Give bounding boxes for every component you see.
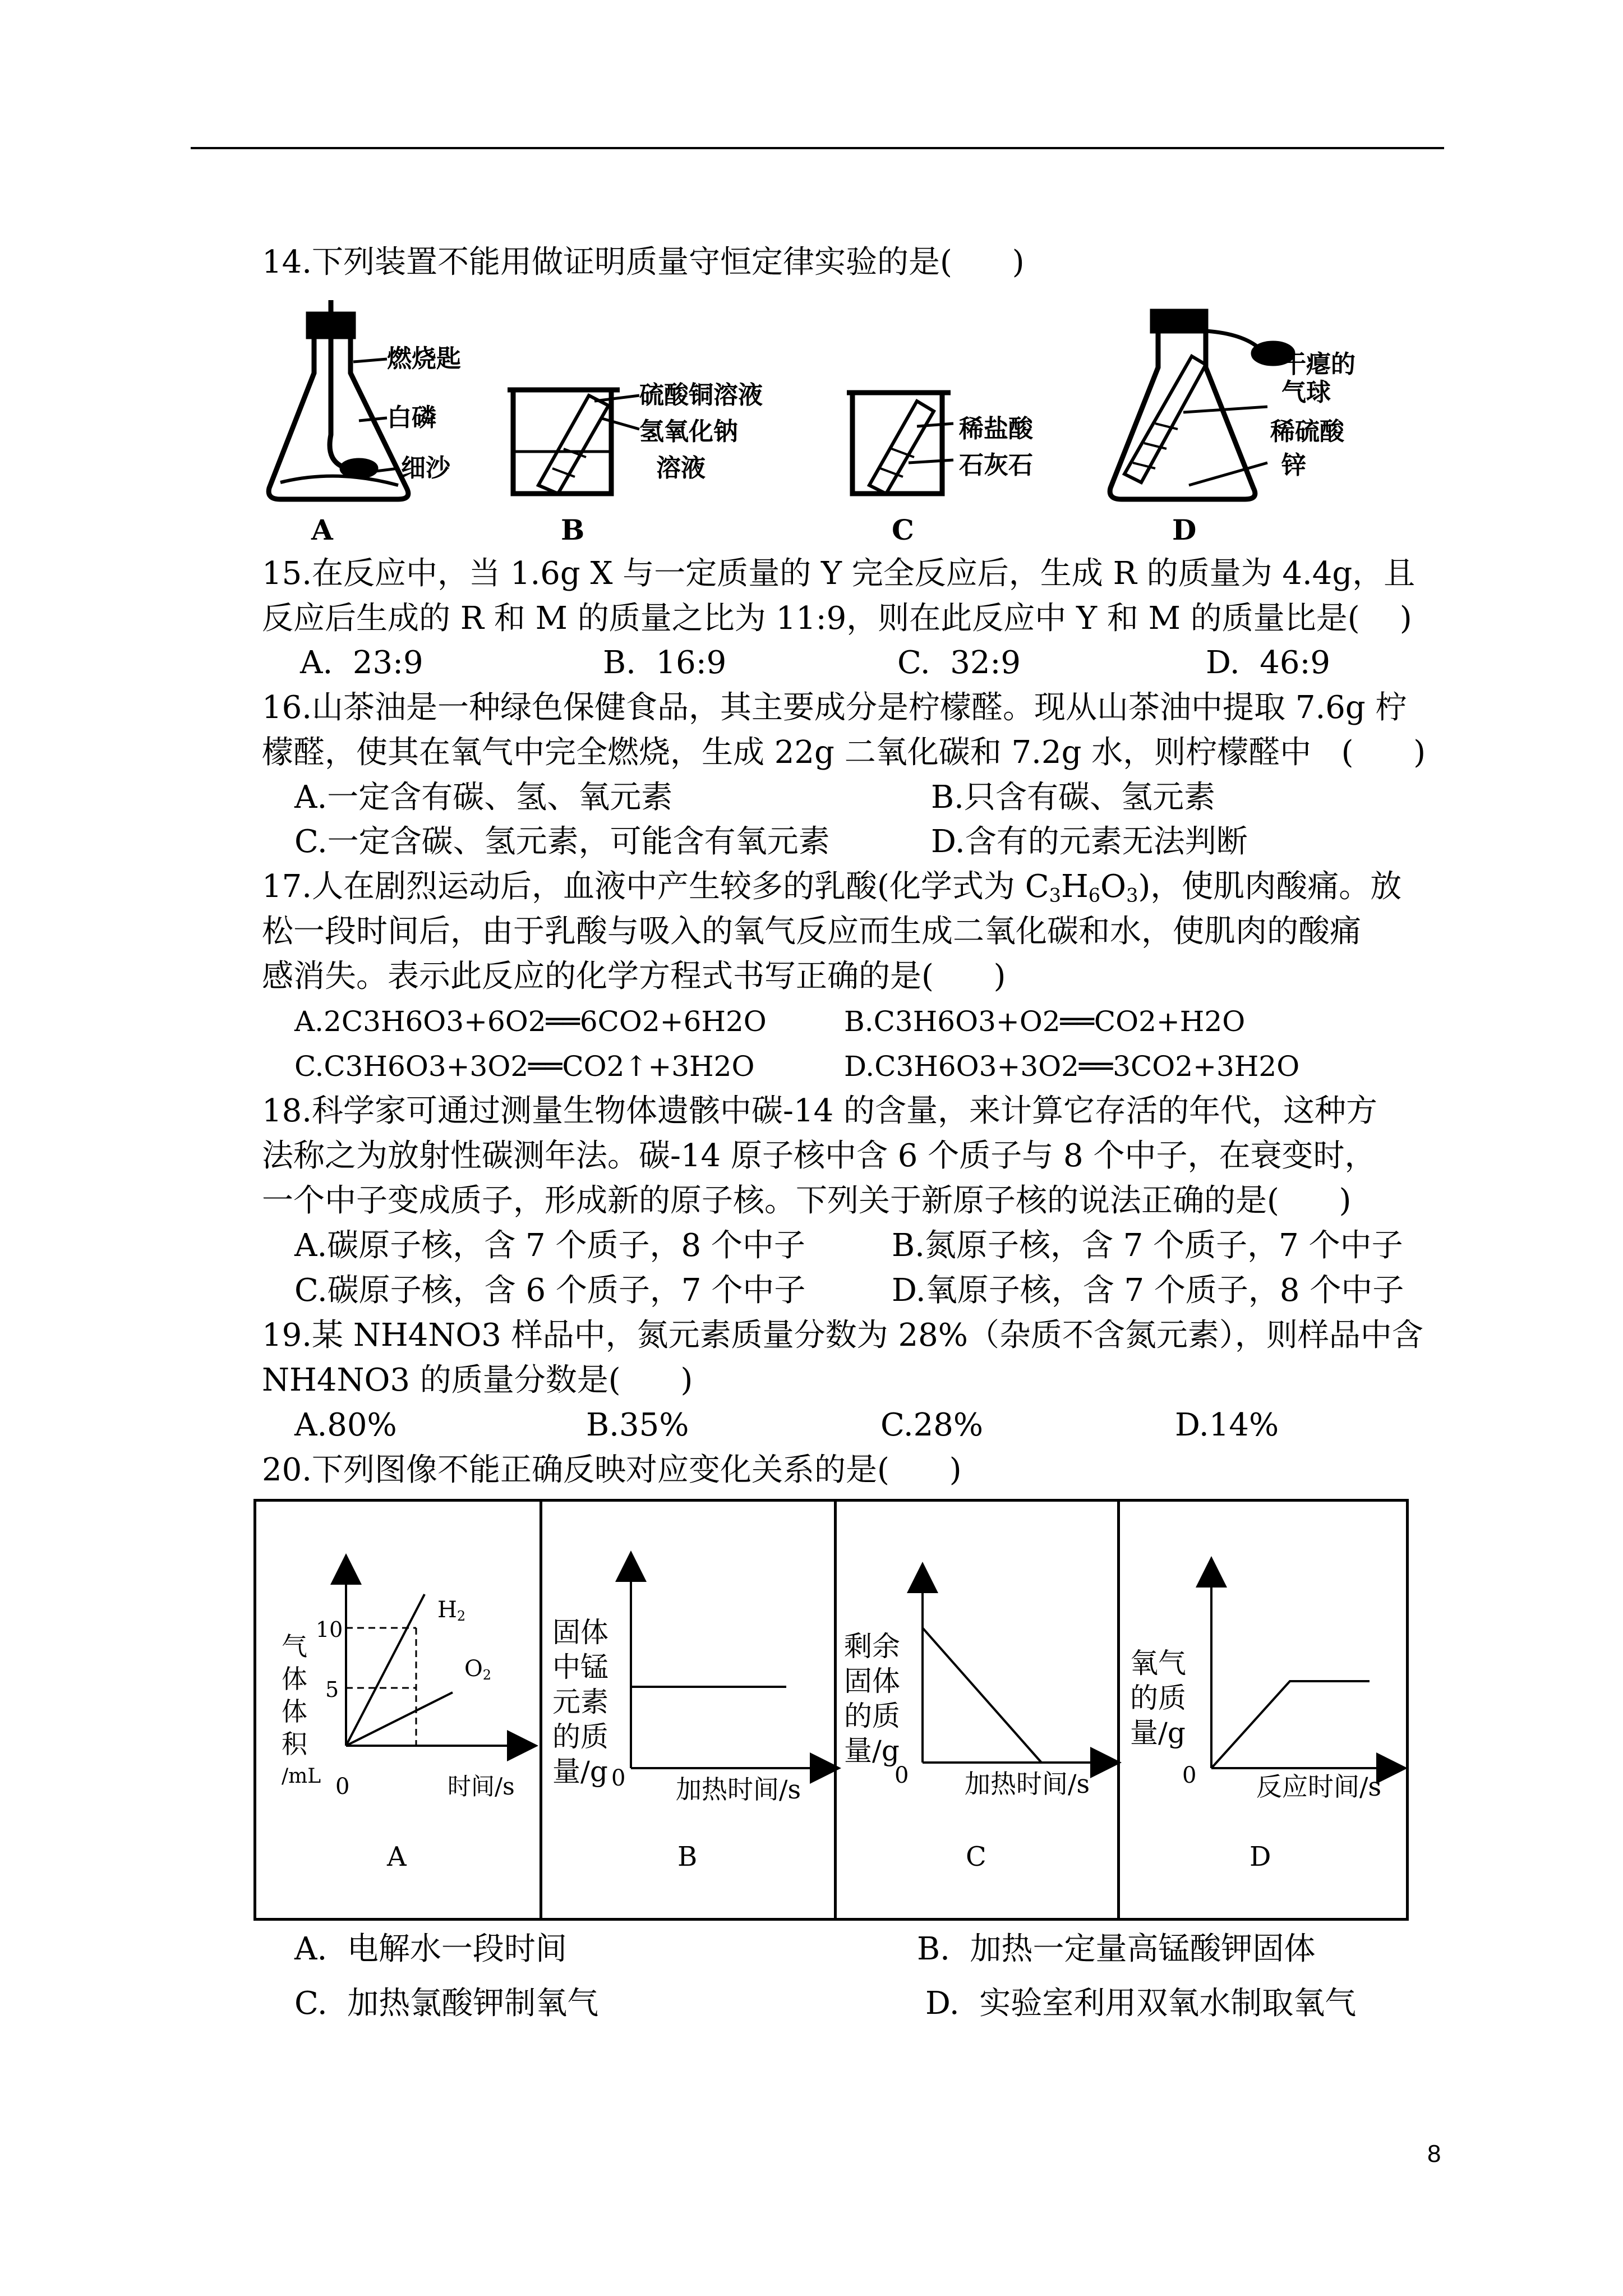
q19-option-d: D.14% (1175, 1407, 1279, 1443)
graph-d-ylabel: 氧气 的质 量/g (1130, 1647, 1186, 1749)
graph-c-xlabel: 加热时间/s (965, 1769, 1090, 1799)
q19-option-a: A.80% (294, 1407, 397, 1443)
q14-d-label-4: 锌 (1281, 451, 1306, 480)
graph-a-o2-line (346, 1692, 453, 1746)
graph-b-caption: B (677, 1841, 698, 1872)
q19-option-b: B.35% (586, 1407, 689, 1443)
q14-b-label-2: 氢氧化钠 (639, 417, 738, 446)
q20-graphs (253, 1499, 1409, 1921)
q15-option-d: D. 46:9 (1206, 645, 1331, 681)
q14-b-caption: B (561, 513, 585, 546)
q18-line2: 法称之为放射性碳测年法。碳-14 原子核中含 6 个质子与 8 个中子，在衰变时， (262, 1138, 1376, 1174)
graph-b-xlabel: 加热时间/s (676, 1774, 801, 1805)
graph-c-origin: 0 (895, 1763, 909, 1788)
graph-a-origin: 0 (335, 1774, 350, 1800)
q17-line3: 感消失。表示此反应的化学方程式书写正确的是( ) (262, 958, 1006, 995)
q18-line1: 18.科学家可通过测量生物体遗骸中碳-14 的含量，来计算它存活的年代，这种方 (262, 1093, 1378, 1129)
q16-line1: 16.山茶油是一种绿色保健食品，其主要成分是柠檬醛。现从山茶油中提取 7.6g 柠 (262, 689, 1407, 726)
q18-line3: 一个中子变成质子，形成新的原子核。下列关于新原子核的说法正确的是( ) (262, 1182, 1352, 1219)
graph-a-ylabel: 气 体 体 积 /mL (282, 1631, 321, 1788)
graph-a-xlabel: 时间/s (448, 1773, 515, 1800)
q20-option-c: C. 加热氯酸钾制氧气 (294, 1985, 599, 2022)
q14-b-label-1: 硫酸铜溶液 (639, 381, 763, 409)
q14-d-label-2: 气球 (1281, 378, 1331, 407)
graph-a-axes (346, 1569, 523, 1746)
q17-option-b: B.C3H6O3+O2══CO2+H2O (844, 1005, 1246, 1038)
graph-b-axes (631, 1566, 826, 1768)
q15-option-a: A. 23:9 (300, 645, 423, 681)
q18-option-b: B.氮原子核，含 7 个质子，7 个中子 (892, 1227, 1403, 1264)
page-number: 8 (1427, 2140, 1441, 2168)
apparatus-b (508, 390, 639, 494)
q17-line2: 松一段时间后，由于乳酸与吸入的氧气反应而生成二氧化碳和水，使肌肉的酸痛 (262, 913, 1361, 950)
graph-d-caption: D (1249, 1841, 1271, 1872)
graph-c-caption: C (966, 1841, 986, 1872)
q16-option-a: A.一定含有碳、氢、氧元素 (294, 779, 673, 816)
q15-line1: 15.在反应中，当 1.6g X 与一定质量的 Y 完全反应后，生成 R 的质量为 4.4g，且 (262, 555, 1415, 592)
q14-d-caption: D (1172, 513, 1197, 546)
q14-c-label-2: 石灰石 (959, 451, 1033, 480)
q14-a-label-spoon: 燃烧匙 (387, 344, 461, 373)
apparatus-d (1110, 311, 1293, 499)
graph-a-h2-line (346, 1594, 425, 1746)
q16-option-b: B.只含有碳、氢元素 (931, 779, 1215, 816)
q14-a-label-phosphorus: 白磷 (387, 403, 436, 432)
apparatus-a (269, 300, 408, 499)
graph-a-o2-label: $O_2$ (464, 1656, 492, 1683)
q16-line2: 檬醛，使其在氧气中完全燃烧，生成 22g 二氧化碳和 7.2g 水，则柠檬醛中 ( ) (262, 734, 1426, 771)
q14-c-label-1: 稀盐酸 (959, 415, 1033, 443)
graph-c-line (923, 1628, 1041, 1763)
q18-option-c: C.碳原子核，含 6 个质子，7 个中子 (294, 1272, 806, 1309)
graph-d-axes (1211, 1572, 1392, 1768)
q14-d-label-3: 稀硫酸 (1270, 417, 1344, 446)
q14-a-label-sand: 细沙 (401, 454, 450, 482)
graph-b-ylabel: 固体 中锰 元素 的质 量/g (552, 1616, 608, 1788)
q19-line1: 19.某 NH4NO3 样品中，氮元素质量分数为 28%（杂质不含氮元素），则样品中含 (262, 1317, 1423, 1354)
q16-option-d: D.含有的元素无法判断 (931, 823, 1248, 860)
q20-option-d: D. 实验室利用双氧水制取氧气 (925, 1985, 1357, 2022)
q20-option-b: B. 加热一定量高锰酸钾固体 (917, 1931, 1316, 1967)
graph-c-axes (923, 1577, 1106, 1763)
apparatus-c (847, 393, 953, 494)
graph-b-origin: 0 (611, 1765, 626, 1791)
q18-option-a: A.碳原子核，含 7 个质子，8 个中子 (294, 1227, 805, 1264)
graph-a-h2-label: $H_2$ (437, 1597, 466, 1624)
graph-d-xlabel: 反应时间/s (1256, 1772, 1382, 1802)
header-rule (191, 147, 1444, 149)
q20-stem: 20.下列图像不能正确反映对应变化关系的是( ) (262, 1452, 962, 1488)
q19-option-c: C.28% (880, 1407, 984, 1443)
q16-option-c: C.一定含碳、氢元素，可能含有氧元素 (294, 823, 830, 860)
graph-a-tick-10: 10 (316, 1617, 343, 1642)
graph-c-ylabel: 剩余 固体 的质 量/g (844, 1630, 900, 1767)
graph-d-line (1211, 1681, 1370, 1768)
q14-b-label-3: 溶液 (656, 454, 706, 482)
q17-option-d: D.C3H6O3+3O2══3CO2+3H2O (844, 1050, 1300, 1083)
q15-line2: 反应后生成的 R 和 M 的质量之比为 11:9，则在此反应中 Y 和 M 的质量比是( ) (262, 600, 1412, 637)
q14-c-caption: C (892, 513, 914, 546)
q19-line2: NH4NO3 的质量分数是( ) (262, 1362, 693, 1398)
q15-option-b: B. 16:9 (603, 645, 727, 681)
q15-option-c: C. 32:9 (897, 645, 1021, 681)
q14-a-caption: A (311, 513, 333, 546)
q20-option-a: A. 电解水一段时间 (294, 1931, 567, 1967)
q17-line1: 17.人在剧烈运动后，血液中产生较多的乳酸(化学式为 $C_3H_6O_3$)，使肌肉酸痛。放 (262, 868, 1402, 907)
q14-d-label-1: 干瘪的 (1281, 350, 1355, 379)
q14-stem: 14.下列装置不能用做证明质量守恒定律实验的是( ) (262, 244, 1025, 280)
graph-a-tick-5: 5 (325, 1677, 339, 1702)
q17-option-c: C.C3H6O3+3O2══CO2↑+3H2O (294, 1050, 755, 1083)
graph-d-origin: 0 (1182, 1763, 1197, 1788)
q17-option-a: A.2C3H6O3+6O2══6CO2+6H2O (294, 1005, 767, 1038)
graph-a-caption: A (387, 1841, 407, 1872)
q18-option-d: D.氧原子核，含 7 个质子，8 个中子 (892, 1272, 1404, 1309)
